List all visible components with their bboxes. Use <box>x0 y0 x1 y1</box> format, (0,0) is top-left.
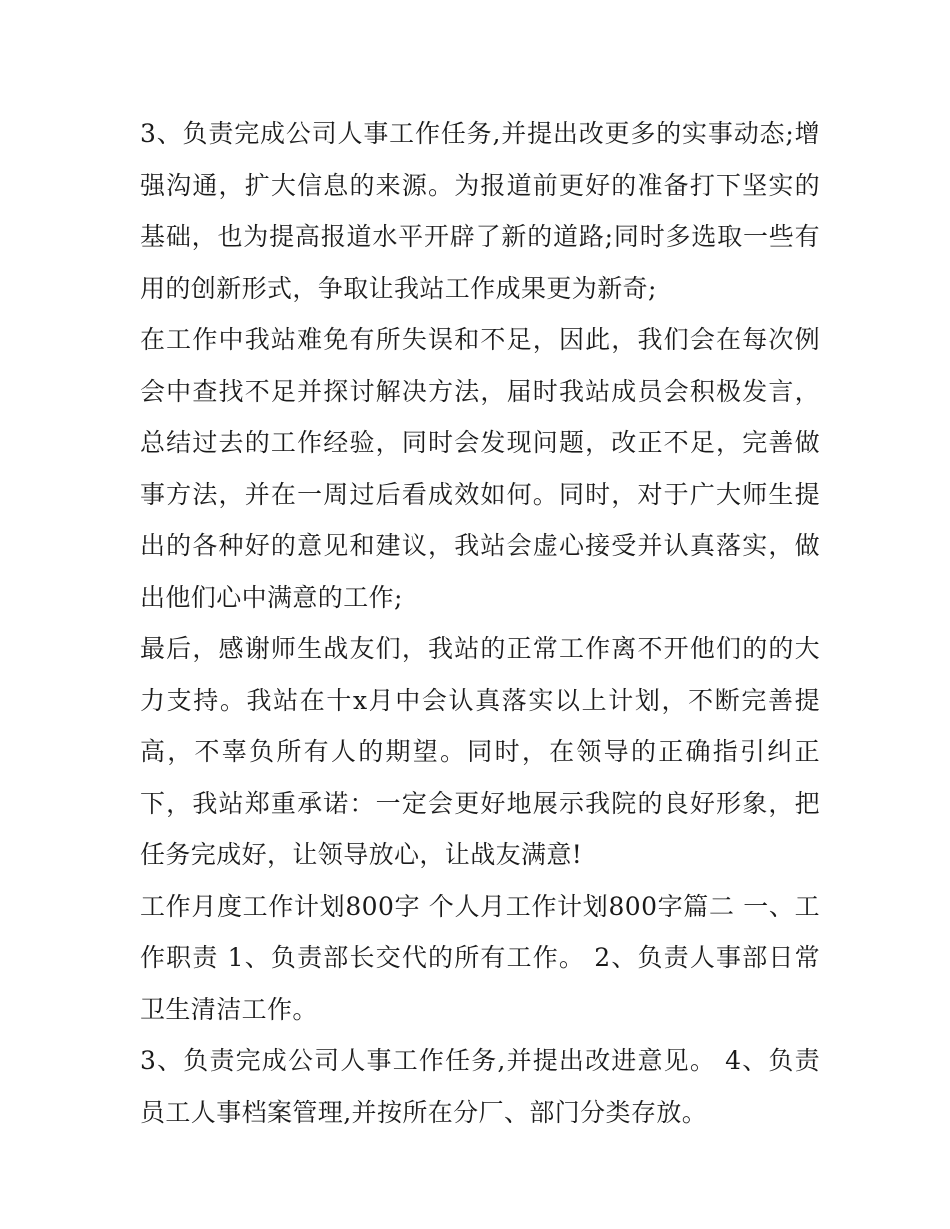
paragraph-responsibility-3-4: 3、负责完成公司人事工作任务,并提出改进意见。 4、负责员工人事档案管理,并按所在分厂、部门分类存放。 <box>140 1046 820 1127</box>
paragraph-responsibility-3: 3、负责完成公司人事工作任务,并提出改更多的实事动态;增强沟通，扩大信息的来源。为报道前更好的准备打下坚实的基础，也为提高报道水平开辟了新的道路;同时多选取一些有用的创新形式，争取让我站工作成果更为新奇; <box>140 119 820 303</box>
paragraph-improvement: 在工作中我站难免有所失误和不足，因此，我们会在每次例会中查找不足并探讨解决方法，届时我站成员会积极发言，总结过去的工作经验，同时会发现问题，改正不足，完善做事方法，并在一周过后看成效如何。同时，对于广大师生提出的各种好的意见和建议，我站会虚心接受并认真落实，做出他们心中满意的工作; <box>140 325 820 612</box>
document-body <box>140 108 820 1138</box>
paragraph-plan-part-two: 工作月度工作计划800字 个人月工作计划800字篇二 一、工作职责 1、负责部长交代的所有工作。 2、负责人事部日常卫生清洁工作。 <box>140 891 820 1024</box>
paragraph-thanks: 最后，感谢师生战友们，我站的正常工作离不开他们的的大力支持。我站在十x月中会认真落实以上计划，不断完善提高，不辜负所有人的期望。同时，在领导的正确指引纠正下，我站郑重承诺：一定会更好地展示我院的良好形象，把任务完成好，让领导放心，让战友满意! <box>140 634 820 869</box>
